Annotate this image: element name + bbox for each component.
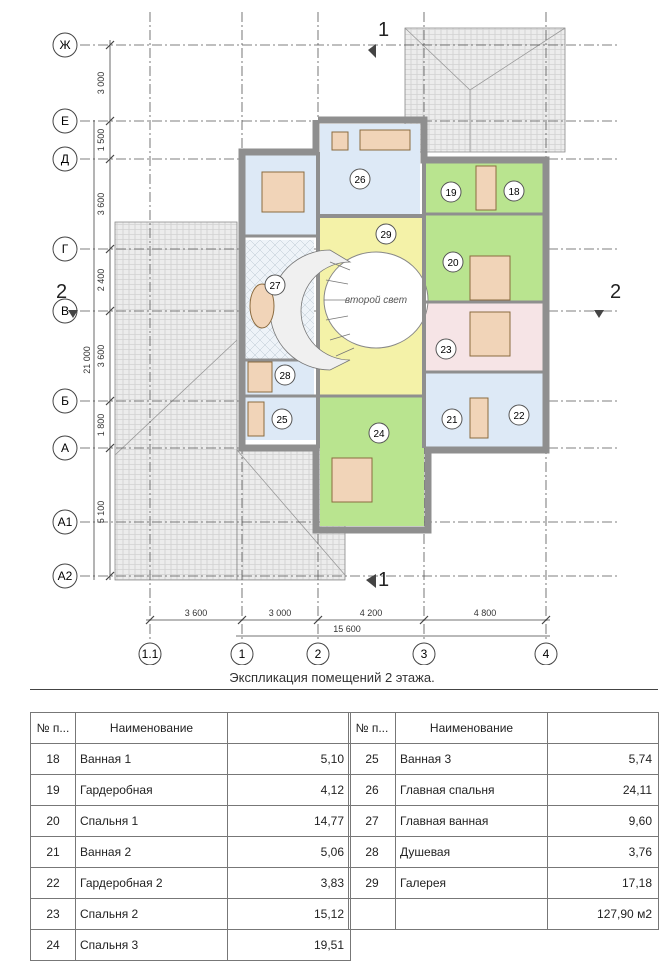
- room-number: 19: [445, 188, 457, 199]
- room-name: Гардеробная: [76, 775, 228, 806]
- room-num: 26: [349, 775, 396, 806]
- room-name: Гардеробная 2: [76, 868, 228, 899]
- axis-label: А: [60, 441, 70, 455]
- room-name: Спальня 1: [76, 806, 228, 837]
- axis-label: 1: [238, 647, 246, 661]
- svg-text:3 000: 3 000: [96, 71, 106, 95]
- room-num: 22: [31, 868, 76, 899]
- explication-table-right: [348, 712, 659, 930]
- axis-label: Е: [60, 114, 70, 128]
- room-area: 5,06: [228, 837, 351, 868]
- svg-text:2 400: 2 400: [96, 268, 106, 292]
- room-number: 23: [440, 345, 452, 356]
- total-area: 127,90 м2: [548, 899, 659, 930]
- room-num: 19: [31, 775, 76, 806]
- room-name: Главная спальня: [396, 775, 548, 806]
- header-name: Наименование: [76, 713, 228, 744]
- room-name: Главная ванная: [396, 806, 548, 837]
- room-name: Ванная 1: [76, 744, 228, 775]
- room-number: 24: [373, 429, 385, 440]
- table-row: [31, 837, 351, 868]
- svg-text:3 600: 3 600: [184, 608, 208, 618]
- room-area: 5,10: [228, 744, 351, 775]
- room-num: 20: [31, 806, 76, 837]
- section-2-left: 2: [56, 281, 68, 303]
- section-1-bottom: 1: [378, 569, 390, 591]
- axis-label: Д: [60, 152, 70, 166]
- axis-label: Г: [61, 242, 69, 256]
- table-row: [349, 744, 659, 775]
- header-num: № п...: [31, 713, 76, 744]
- room-name: Спальня 2: [76, 899, 228, 930]
- room-number: 18: [508, 187, 520, 198]
- room-num: 23: [31, 899, 76, 930]
- room-num: 21: [31, 837, 76, 868]
- svg-text:21 000: 21 000: [82, 346, 92, 374]
- room-number: 29: [380, 230, 392, 241]
- room-num: 18: [31, 744, 76, 775]
- room-num: 29: [349, 868, 396, 899]
- room-num: 27: [349, 806, 396, 837]
- room-name: [396, 899, 548, 930]
- table-row: [349, 806, 659, 837]
- table-row: [31, 868, 351, 899]
- room-area: 3,76: [548, 837, 659, 868]
- room-area: 4,12: [228, 775, 351, 806]
- axis-label: Ж: [59, 38, 71, 52]
- svg-text:3 000: 3 000: [268, 608, 292, 618]
- table-row: [31, 899, 351, 930]
- room-area: 14,77: [228, 806, 351, 837]
- table-row: [31, 806, 351, 837]
- room-name: Ванная 3: [396, 744, 548, 775]
- axis-label: А2: [57, 569, 73, 583]
- total-row: [349, 899, 659, 930]
- explication-table-left: [30, 712, 351, 961]
- axis-label: В: [60, 304, 70, 318]
- table-row: [349, 775, 659, 806]
- header-num: № п...: [349, 713, 396, 744]
- table-header-row: [31, 713, 351, 744]
- room-number: 26: [354, 175, 366, 186]
- svg-text:3 600: 3 600: [96, 192, 106, 216]
- table-row: [31, 775, 351, 806]
- room-number: 20: [447, 258, 459, 269]
- room-area: 19,51: [228, 930, 351, 961]
- number-axes: [139, 643, 557, 665]
- horizontal-dimension-labels: [185, 608, 497, 634]
- room-num: [349, 899, 396, 930]
- room-num: 25: [349, 744, 396, 775]
- explication-title: Экспликация помещений 2 этажа.: [229, 670, 435, 685]
- second-light-label: второй свет: [344, 295, 408, 306]
- axis-label: 3: [420, 647, 428, 661]
- room-number: 22: [513, 411, 525, 422]
- room-number: 25: [276, 415, 288, 426]
- svg-text:4 800: 4 800: [473, 608, 497, 618]
- table-row: [31, 930, 351, 961]
- room-name: Спальня 3: [76, 930, 228, 961]
- table-row: [349, 837, 659, 868]
- svg-text:1 800: 1 800: [96, 413, 106, 437]
- axis-label: 4: [542, 647, 550, 661]
- header-area: [228, 713, 351, 744]
- room-area: 17,18: [548, 868, 659, 899]
- room-area: 5,74: [548, 744, 659, 775]
- room-name: Галерея: [396, 868, 548, 899]
- header-name: Наименование: [396, 713, 548, 744]
- axis-label: А1: [57, 515, 73, 529]
- room-area: 15,12: [228, 899, 351, 930]
- table-row: [349, 868, 659, 899]
- room-name: Ванная 2: [76, 837, 228, 868]
- room-area: 9,60: [548, 806, 659, 837]
- table-row: [31, 744, 351, 775]
- room-area: 3,83: [228, 868, 351, 899]
- divider: [30, 689, 658, 690]
- axis-label: Б: [61, 394, 69, 408]
- table-header-row: [349, 713, 659, 744]
- room-area: 24,11: [548, 775, 659, 806]
- room-number: 28: [279, 371, 291, 382]
- header-area: [548, 713, 659, 744]
- svg-text:1 500: 1 500: [96, 128, 106, 152]
- svg-text:5 100: 5 100: [96, 500, 106, 524]
- room-num: 28: [349, 837, 396, 868]
- room-num: 24: [31, 930, 76, 961]
- section-1-top: 1: [378, 19, 390, 41]
- svg-text:3 600: 3 600: [96, 344, 106, 368]
- axis-label: 1.1: [141, 647, 159, 661]
- section-2-right: 2: [610, 281, 622, 303]
- room-number: 27: [269, 281, 281, 292]
- svg-text:15 600: 15 600: [333, 624, 361, 634]
- svg-text:4 200: 4 200: [359, 608, 383, 618]
- room-name: Душевая: [396, 837, 548, 868]
- room-number: 21: [446, 415, 458, 426]
- axis-label: 2: [314, 647, 322, 661]
